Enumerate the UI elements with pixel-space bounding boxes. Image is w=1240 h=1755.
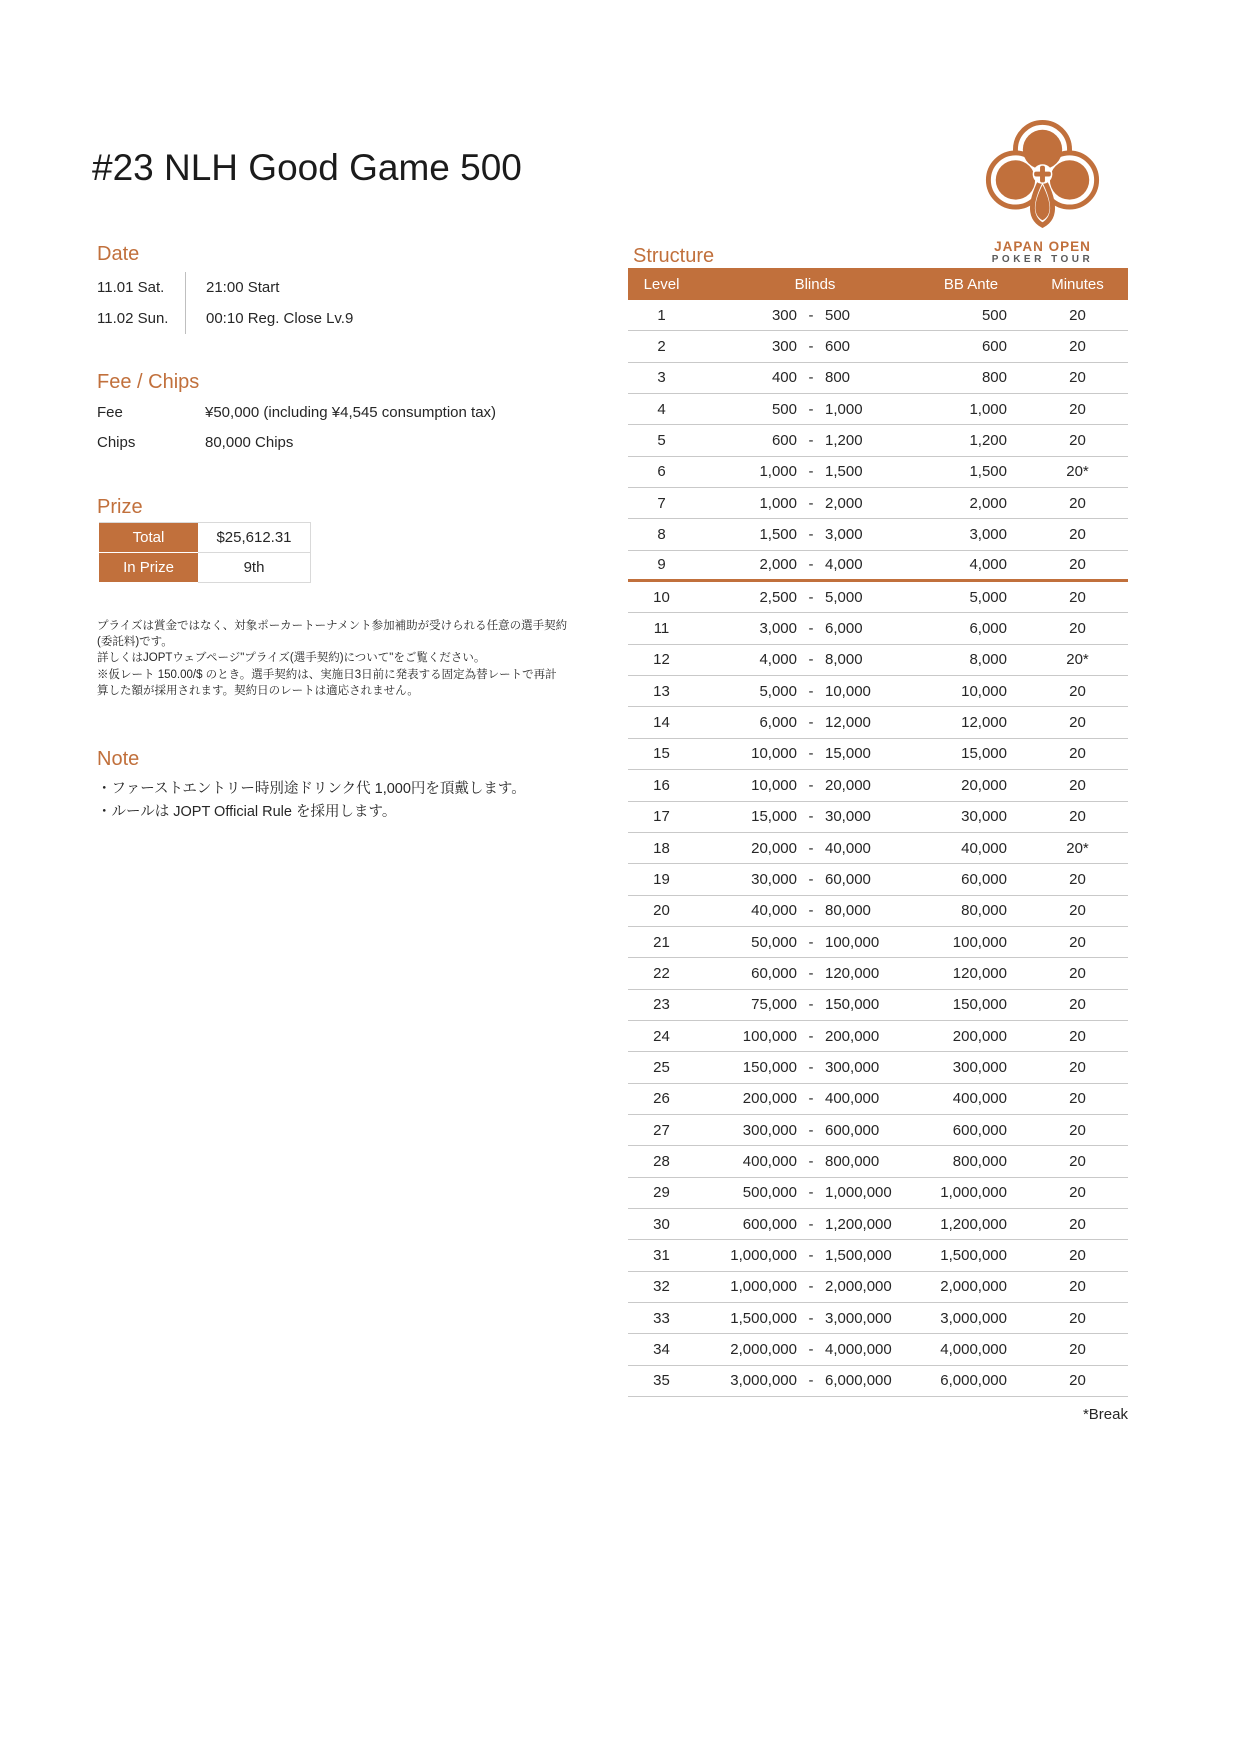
minutes-cell: 20: [1069, 682, 1086, 700]
structure-row-level-19: [628, 864, 1128, 895]
big-blind-cell: 150,000: [825, 996, 880, 1014]
minutes-cell: 20: [1069, 714, 1086, 732]
small-blind-cell: 4,000: [759, 651, 797, 669]
big-blind-cell: 120,000: [825, 964, 880, 982]
bb-ante-cell: 1,500: [969, 463, 1007, 481]
prize-value: $25,612.31: [198, 523, 311, 553]
small-blind-cell: 400: [771, 369, 797, 387]
level-cell: 22: [653, 964, 670, 982]
structure-table-header: [628, 268, 1128, 300]
level-cell: 18: [653, 839, 670, 857]
level-cell: 19: [653, 870, 670, 888]
bb-ante-cell: 2,000,000: [940, 1278, 1007, 1296]
blinds-dash: -: [808, 1058, 814, 1076]
minutes-cell: 20: [1069, 902, 1086, 920]
level-cell: 21: [653, 933, 670, 951]
big-blind-cell: 400,000: [825, 1090, 880, 1108]
structure-row-level-25: [628, 1052, 1128, 1083]
big-blind-cell: 80,000: [825, 902, 871, 920]
level-cell: 11: [653, 620, 670, 638]
blinds-dash: -: [808, 1027, 814, 1045]
structure-row-level-9: [628, 551, 1128, 582]
blinds-dash: -: [808, 870, 814, 888]
big-blind-cell: 10,000: [825, 682, 871, 700]
bb-ante-cell: 40,000: [961, 839, 1007, 857]
prize-label: Total: [99, 523, 198, 553]
blinds-dash: -: [808, 338, 814, 356]
small-blind-cell: 1,000,000: [730, 1278, 797, 1296]
minutes-cell: 20: [1069, 1341, 1086, 1359]
level-cell: 10: [653, 588, 670, 606]
note-line: ・ファーストエントリー時別途ドリンク代 1,000円を頂戴します。: [97, 781, 526, 797]
big-blind-cell: 8,000: [825, 651, 863, 669]
level-cell: 8: [657, 526, 666, 544]
blinds-dash: -: [808, 1215, 814, 1233]
fee-chips-label: Fee: [97, 403, 123, 421]
event-cell: 00:10 Reg. Close Lv.9: [185, 303, 353, 334]
bb-ante-cell: 30,000: [961, 808, 1007, 826]
level-cell: 4: [657, 400, 666, 418]
minutes-cell: 20: [1069, 1184, 1086, 1202]
small-blind-cell: 50,000: [751, 933, 797, 951]
minutes-cell: 20: [1069, 964, 1086, 982]
bb-ante-cell: 12,000: [961, 714, 1007, 732]
big-blind-cell: 800,000: [825, 1152, 880, 1170]
structure-row-level-6: [628, 457, 1128, 488]
level-cell: 26: [653, 1090, 670, 1108]
bb-ante-cell: 3,000,000: [940, 1309, 1007, 1327]
level-cell: 16: [653, 776, 670, 794]
big-blind-cell: 1,000: [825, 400, 863, 418]
blinds-dash: -: [808, 526, 814, 544]
blinds-dash: -: [808, 369, 814, 387]
prize-heading: Prize: [97, 496, 143, 518]
big-blind-cell: 500: [825, 306, 851, 324]
blinds-dash: -: [808, 494, 814, 512]
blinds-dash: -: [808, 432, 814, 450]
minutes-cell: 20: [1069, 776, 1086, 794]
fee-chips-value: ¥50,000 (including ¥4,545 consumption tax): [205, 403, 497, 421]
big-blind-cell: 6,000,000: [825, 1372, 892, 1390]
minutes-cell: 20: [1069, 494, 1086, 512]
structure-row-level-17: [628, 802, 1128, 833]
level-cell: 6: [657, 463, 666, 481]
minutes-cell: 20: [1069, 306, 1086, 324]
small-blind-cell: 1,000,000: [730, 1246, 797, 1264]
minutes-cell: 20: [1069, 745, 1086, 763]
blinds-dash: -: [808, 839, 814, 857]
structure-row-level-22: [628, 958, 1128, 989]
bb-ante-cell: 4,000,000: [940, 1341, 1007, 1359]
bb-ante-cell: 600,000: [952, 1121, 1007, 1139]
bb-ante-cell: 1,000,000: [940, 1184, 1007, 1202]
blinds-dash: -: [808, 1090, 814, 1108]
big-blind-cell: 200,000: [825, 1027, 880, 1045]
bb-ante-cell: 20,000: [961, 776, 1007, 794]
big-blind-cell: 4,000: [825, 556, 863, 574]
small-blind-cell: 10,000: [751, 745, 797, 763]
level-cell: 33: [653, 1309, 670, 1327]
big-blind-cell: 2,000,000: [825, 1278, 892, 1296]
small-blind-cell: 3,000: [759, 620, 797, 638]
minutes-cell: 20: [1069, 1027, 1086, 1045]
small-blind-cell: 200,000: [742, 1090, 797, 1108]
level-cell: 23: [653, 996, 670, 1014]
structure-row-level-34: [628, 1334, 1128, 1365]
level-cell: 13: [653, 682, 670, 700]
small-blind-cell: 20,000: [751, 839, 797, 857]
bb-ante-cell: 150,000: [952, 996, 1007, 1014]
fee-chips-heading: Fee / Chips: [97, 371, 200, 393]
small-blind-cell: 600: [771, 432, 797, 450]
column-header-blinds: Blinds: [794, 275, 836, 293]
date-cell: 11.01 Sat.: [97, 279, 165, 296]
level-cell: 27: [653, 1121, 670, 1139]
column-header-minutes: Minutes: [1051, 275, 1104, 293]
structure-row-level-2: [628, 331, 1128, 362]
small-blind-cell: 300: [771, 306, 797, 324]
fee-chips-row: [97, 397, 557, 427]
big-blind-cell: 3,000: [825, 526, 863, 544]
small-blind-cell: 1,000: [759, 494, 797, 512]
blinds-dash: -: [808, 306, 814, 324]
column-header-bb-ante: BB Ante: [943, 275, 999, 293]
level-cell: 14: [653, 714, 670, 732]
small-blind-cell: 150,000: [742, 1058, 797, 1076]
blinds-dash: -: [808, 1278, 814, 1296]
small-blind-cell: 2,000,000: [730, 1341, 797, 1359]
small-blind-cell: 2,000: [759, 556, 797, 574]
small-blind-cell: 300: [771, 338, 797, 356]
blinds-dash: -: [808, 651, 814, 669]
blinds-dash: -: [808, 588, 814, 606]
minutes-cell: 20: [1069, 1152, 1086, 1170]
structure-row-level-3: [628, 363, 1128, 394]
prize-disclaimer-line: 算した額が採用されます。契約日のレートは適応されません。: [97, 684, 419, 697]
bb-ante-cell: 1,000: [969, 400, 1007, 418]
blinds-dash: -: [808, 463, 814, 481]
level-cell: 9: [657, 556, 666, 574]
big-blind-cell: 1,500,000: [825, 1246, 892, 1264]
date-row: [97, 272, 477, 303]
small-blind-cell: 10,000: [751, 776, 797, 794]
big-blind-cell: 4,000,000: [825, 1341, 892, 1359]
small-blind-cell: 400,000: [742, 1152, 797, 1170]
small-blind-cell: 75,000: [751, 996, 797, 1014]
prize-disclaimer-line: (委託料)です。: [97, 636, 173, 649]
note-line: ・ルールは JOPT Official Rule を採用します。: [97, 804, 397, 820]
date-cell: 11.02 Sun.: [97, 310, 169, 327]
prize-label: In Prize: [99, 553, 198, 583]
prize-disclaimer-line: プライズは賞金ではなく、対象ポーカートーナメント参加補助が受けられる任意の選手契約: [97, 620, 568, 632]
bb-ante-cell: 200,000: [952, 1027, 1007, 1045]
blinds-dash: -: [808, 400, 814, 418]
bb-ante-cell: 1,200: [969, 432, 1007, 450]
fee-chips-table: [97, 397, 557, 457]
small-blind-cell: 1,500,000: [730, 1309, 797, 1327]
big-blind-cell: 12,000: [825, 714, 871, 732]
small-blind-cell: 2,500: [759, 588, 797, 606]
minutes-cell: 20: [1069, 808, 1086, 826]
big-blind-cell: 300,000: [825, 1058, 880, 1076]
prize-disclaimer-line: 詳しくはJOPTウェブページ"プライズ(選手契約)について"をご覧ください。: [97, 652, 486, 665]
minutes-cell: 20: [1069, 338, 1086, 356]
bb-ante-cell: 800,000: [952, 1152, 1007, 1170]
bb-ante-cell: 3,000: [969, 526, 1007, 544]
small-blind-cell: 100,000: [742, 1027, 797, 1045]
level-cell: 17: [653, 808, 670, 826]
level-cell: 28: [653, 1152, 670, 1170]
minutes-cell: 20: [1069, 1215, 1086, 1233]
bb-ante-cell: 6,000: [969, 620, 1007, 638]
minutes-cell: 20: [1069, 1309, 1086, 1327]
bb-ante-cell: 1,500,000: [940, 1246, 1007, 1264]
structure-table: [628, 268, 1128, 1397]
bb-ante-cell: 600: [981, 338, 1007, 356]
prize-value: 9th: [198, 553, 311, 583]
small-blind-cell: 40,000: [751, 902, 797, 920]
fee-chips-label: Chips: [97, 433, 136, 451]
blinds-dash: -: [808, 556, 814, 574]
date-heading: Date: [97, 243, 140, 265]
structure-row-level-7: [628, 488, 1128, 519]
level-cell: 1: [657, 306, 666, 324]
structure-row-level-15: [628, 739, 1128, 770]
minutes-cell: 20: [1069, 1246, 1086, 1264]
minutes-cell: 20: [1069, 1372, 1086, 1390]
page-title: #23 NLH Good Game 500: [92, 147, 522, 188]
level-cell: 30: [653, 1215, 670, 1233]
prize-row: [99, 553, 311, 583]
minutes-cell: 20*: [1066, 839, 1089, 857]
bb-ante-cell: 800: [981, 369, 1007, 387]
level-cell: 20: [653, 902, 670, 920]
level-cell: 7: [657, 494, 666, 512]
japan-open-poker-tour-logo: [985, 118, 1100, 265]
blinds-dash: -: [808, 1246, 814, 1264]
small-blind-cell: 30,000: [751, 870, 797, 888]
structure-row-level-20: [628, 896, 1128, 927]
fee-chips-row: [97, 427, 557, 457]
level-cell: 12: [653, 651, 670, 669]
structure-row-level-18: [628, 833, 1128, 864]
small-blind-cell: 500,000: [742, 1184, 797, 1202]
minutes-cell: 20: [1069, 369, 1086, 387]
level-cell: 29: [653, 1184, 670, 1202]
small-blind-cell: 1,000: [759, 463, 797, 481]
blinds-dash: -: [808, 933, 814, 951]
level-cell: 32: [653, 1278, 670, 1296]
note-list: [97, 778, 526, 824]
bb-ante-cell: 500: [981, 306, 1007, 324]
small-blind-cell: 1,500: [759, 526, 797, 544]
small-blind-cell: 5,000: [759, 682, 797, 700]
column-header-level: Level: [643, 275, 680, 293]
structure-row-level-24: [628, 1021, 1128, 1052]
blinds-dash: -: [808, 682, 814, 700]
big-blind-cell: 6,000: [825, 620, 863, 638]
bb-ante-cell: 8,000: [969, 651, 1007, 669]
small-blind-cell: 500: [771, 400, 797, 418]
bb-ante-cell: 15,000: [961, 745, 1007, 763]
big-blind-cell: 30,000: [825, 808, 871, 826]
level-cell: 5: [657, 432, 666, 450]
minutes-cell: 20: [1069, 556, 1086, 574]
blinds-dash: -: [808, 620, 814, 638]
prize-row: [99, 523, 311, 553]
big-blind-cell: 15,000: [825, 745, 871, 763]
minutes-cell: 20: [1069, 432, 1086, 450]
bb-ante-cell: 300,000: [952, 1058, 1007, 1076]
small-blind-cell: 15,000: [751, 808, 797, 826]
minutes-cell: 20: [1069, 1121, 1086, 1139]
big-blind-cell: 100,000: [825, 933, 880, 951]
prize-table: [99, 522, 311, 583]
bb-ante-cell: 100,000: [952, 933, 1007, 951]
minutes-cell: 20: [1069, 1058, 1086, 1076]
minutes-cell: 20: [1069, 1278, 1086, 1296]
structure-row-level-8: [628, 519, 1128, 550]
structure-row-level-10: [628, 582, 1128, 613]
structure-row-level-11: [628, 613, 1128, 644]
break-footnote: *Break: [1082, 1406, 1128, 1423]
level-cell: 3: [657, 369, 666, 387]
blinds-dash: -: [808, 1372, 814, 1390]
event-cell: 21:00 Start: [185, 272, 279, 303]
bb-ante-cell: 4,000: [969, 556, 1007, 574]
bb-ante-cell: 120,000: [952, 964, 1007, 982]
blinds-dash: -: [808, 1121, 814, 1139]
level-cell: 25: [653, 1058, 670, 1076]
level-cell: 24: [653, 1027, 670, 1045]
small-blind-cell: 600,000: [742, 1215, 797, 1233]
big-blind-cell: 60,000: [825, 870, 871, 888]
level-cell: 35: [653, 1372, 670, 1390]
blinds-dash: -: [808, 714, 814, 732]
structure-row-level-27: [628, 1115, 1128, 1146]
structure-row-level-16: [628, 770, 1128, 801]
minutes-cell: 20: [1069, 1090, 1086, 1108]
minutes-cell: 20: [1069, 526, 1086, 544]
bb-ante-cell: 60,000: [961, 870, 1007, 888]
structure-row-level-35: [628, 1366, 1128, 1397]
structure-row-level-12: [628, 645, 1128, 676]
minutes-cell: 20: [1069, 870, 1086, 888]
blinds-dash: -: [808, 1309, 814, 1327]
big-blind-cell: 3,000,000: [825, 1309, 892, 1327]
structure-row-level-23: [628, 990, 1128, 1021]
blinds-dash: -: [808, 1184, 814, 1202]
blinds-dash: -: [808, 1152, 814, 1170]
blinds-dash: -: [808, 1341, 814, 1359]
fee-chips-value: 80,000 Chips: [205, 433, 294, 451]
blinds-dash: -: [808, 902, 814, 920]
big-blind-cell: 600: [825, 338, 851, 356]
minutes-cell: 20*: [1066, 651, 1089, 669]
big-blind-cell: 40,000: [825, 839, 871, 857]
small-blind-cell: 60,000: [751, 964, 797, 982]
blinds-dash: -: [808, 964, 814, 982]
structure-row-level-5: [628, 425, 1128, 456]
structure-row-level-4: [628, 394, 1128, 425]
date-table: [97, 272, 477, 334]
structure-heading: Structure: [633, 245, 715, 267]
small-blind-cell: 6,000: [759, 714, 797, 732]
bb-ante-cell: 5,000: [969, 588, 1007, 606]
minutes-cell: 20: [1069, 588, 1086, 606]
structure-row-level-28: [628, 1146, 1128, 1177]
structure-row-level-21: [628, 927, 1128, 958]
structure-row-level-26: [628, 1084, 1128, 1115]
big-blind-cell: 2,000: [825, 494, 863, 512]
minutes-cell: 20: [1069, 996, 1086, 1014]
minutes-cell: 20: [1069, 620, 1086, 638]
big-blind-cell: 1,000,000: [825, 1184, 892, 1202]
structure-row-level-29: [628, 1178, 1128, 1209]
big-blind-cell: 5,000: [825, 588, 863, 606]
blinds-dash: -: [808, 808, 814, 826]
bb-ante-cell: 2,000: [969, 494, 1007, 512]
small-blind-cell: 3,000,000: [730, 1372, 797, 1390]
blinds-dash: -: [808, 996, 814, 1014]
bb-ante-cell: 1,200,000: [940, 1215, 1007, 1233]
big-blind-cell: 1,500: [825, 463, 863, 481]
big-blind-cell: 600,000: [825, 1121, 880, 1139]
structure-table-body: [628, 300, 1128, 1397]
level-cell: 15: [653, 745, 670, 763]
structure-row-level-14: [628, 707, 1128, 738]
note-heading: Note: [97, 748, 140, 770]
logo-text-japan-open: JAPAN OPEN: [994, 239, 1091, 254]
structure-row-level-13: [628, 676, 1128, 707]
level-cell: 31: [653, 1246, 670, 1264]
big-blind-cell: 20,000: [825, 776, 871, 794]
prize-disclaimer-line: ※仮レート 150.00/$ のとき。選手契約は、実施日3日前に発表する固定為替レートで再計: [97, 668, 557, 681]
minutes-cell: 20: [1069, 933, 1086, 951]
level-cell: 34: [653, 1341, 670, 1359]
date-row: [97, 303, 477, 334]
small-blind-cell: 300,000: [742, 1121, 797, 1139]
bb-ante-cell: 400,000: [952, 1090, 1007, 1108]
structure-row-level-1: [628, 300, 1128, 331]
structure-row-level-33: [628, 1303, 1128, 1334]
prize-disclaimer: [97, 618, 568, 699]
structure-row-level-32: [628, 1272, 1128, 1303]
structure-row-level-31: [628, 1240, 1128, 1271]
jopt-clover-icon: [985, 118, 1100, 238]
big-blind-cell: 1,200: [825, 432, 863, 450]
bb-ante-cell: 10,000: [961, 682, 1007, 700]
logo-text-poker-tour: POKER TOUR: [991, 254, 1094, 265]
blinds-dash: -: [808, 776, 814, 794]
big-blind-cell: 800: [825, 369, 851, 387]
structure-row-level-30: [628, 1209, 1128, 1240]
bb-ante-cell: 80,000: [961, 902, 1007, 920]
blinds-dash: -: [808, 745, 814, 763]
minutes-cell: 20: [1069, 400, 1086, 418]
minutes-cell: 20*: [1066, 463, 1089, 481]
level-cell: 2: [657, 338, 666, 356]
bb-ante-cell: 6,000,000: [940, 1372, 1007, 1390]
big-blind-cell: 1,200,000: [825, 1215, 892, 1233]
